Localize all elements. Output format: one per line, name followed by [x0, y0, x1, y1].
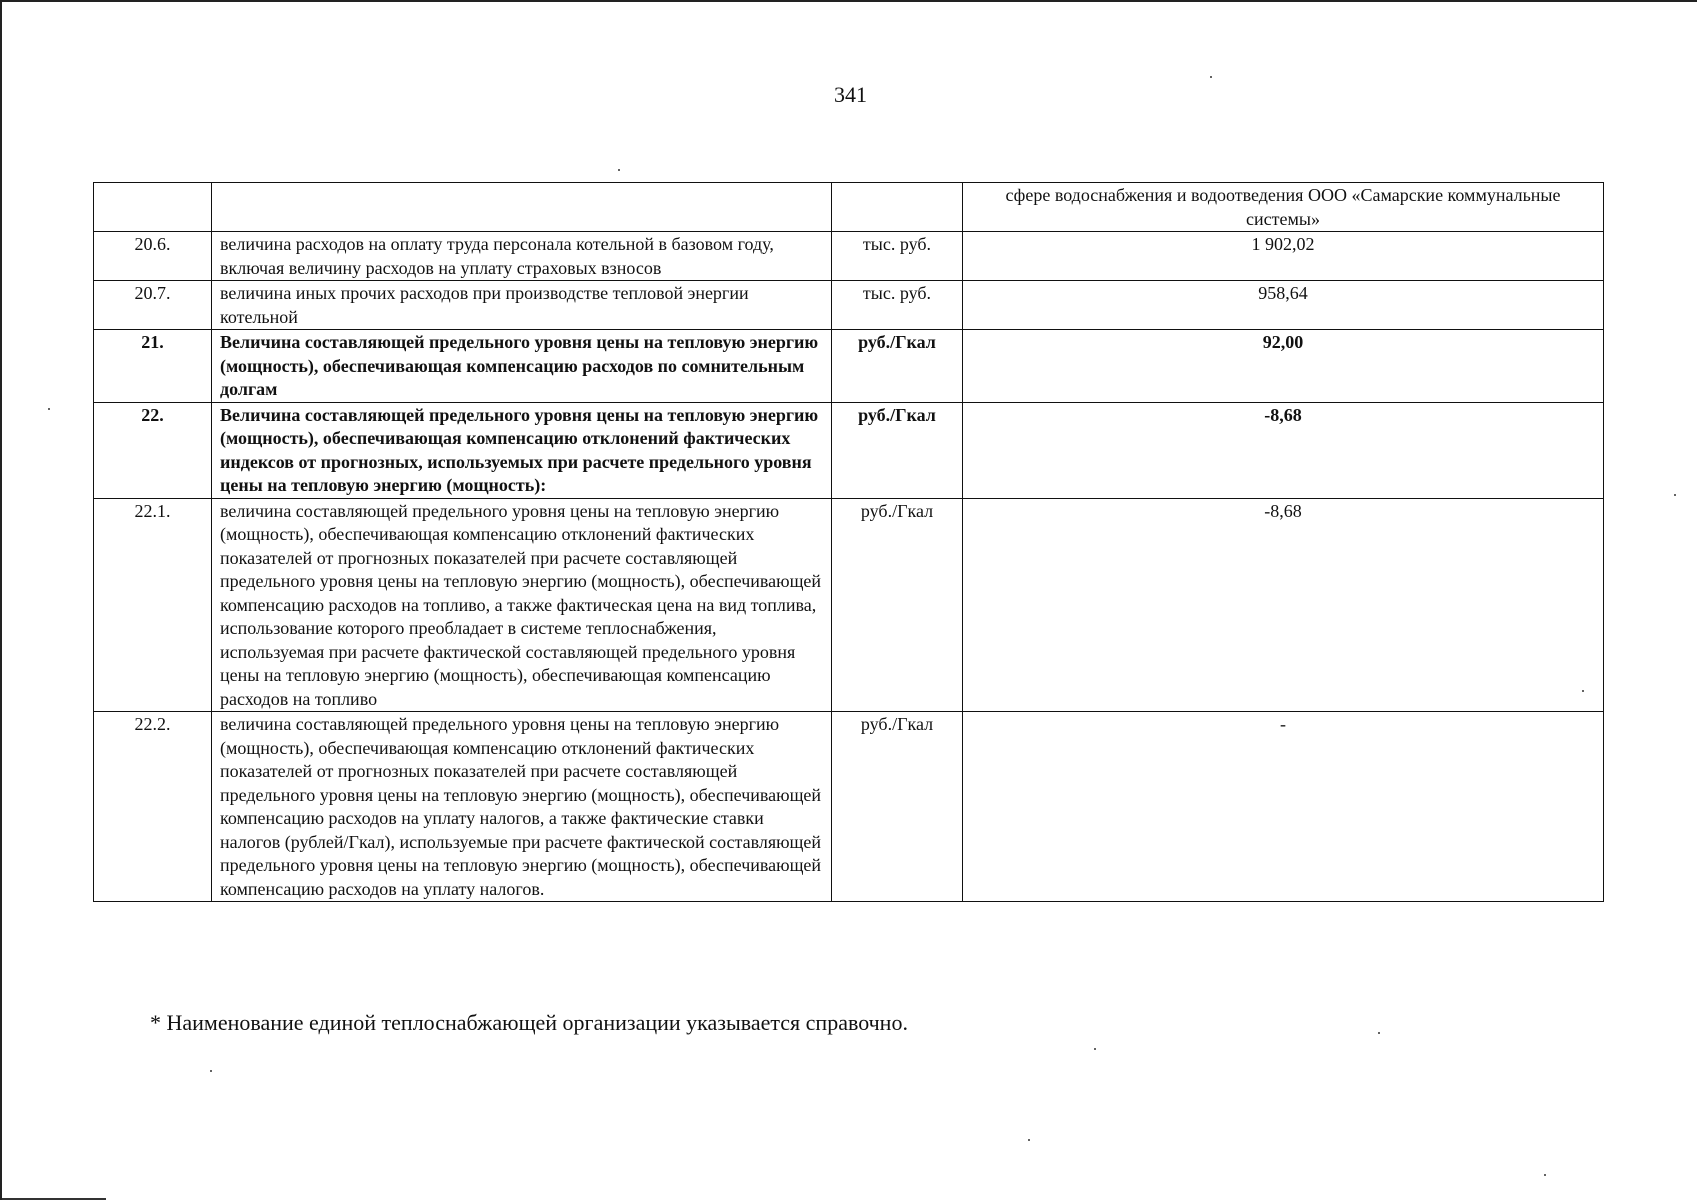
row-num: 22. [94, 402, 212, 498]
row-description: Величина составляющей предельного уровня цены на тепловую энергию (мощность), обеспечивающая компенсацию отклонений фактических индексов от прогнозных, используемых при расчете предельного уровня цены на тепловую энергию (мощность): [212, 402, 832, 498]
scan-speck [1378, 1032, 1380, 1034]
scan-speck [1582, 690, 1584, 692]
row-value: 92,00 [963, 330, 1604, 403]
row-value: 1 902,02 [963, 232, 1604, 281]
row-unit: тыс. руб. [832, 281, 963, 330]
row-unit: руб./Гкал [832, 712, 963, 902]
row-value: - [963, 712, 1604, 902]
row-num: 22.2. [94, 712, 212, 902]
row-description: величина иных прочих расходов при производстве тепловой энергии котельной [212, 281, 832, 330]
table-row [94, 402, 1604, 498]
row-value: -8,68 [963, 402, 1604, 498]
scan-speck [1544, 1174, 1546, 1176]
row-description: величина составляющей предельного уровня цены на тепловую энергию (мощность), обеспечивающая компенсацию отклонений фактических показателей от прогнозных показателей при расчете составляющей предельного уровня цены на тепловую энергию (мощность), обеспечивающей компенсацию расходов на уплату налогов, а также фактические ставки налогов (рублей/Гкал), используемые при расчете фактической составляющей предельного уровня цены на тепловую энергию (мощность), обеспечивающей компенсацию расходов на уплату налогов. [212, 712, 832, 902]
row-description: величина расходов на оплату труда персонала котельной в базовом году, включая величину расходов на уплату страховых взносов [212, 232, 832, 281]
scan-speck [1674, 494, 1676, 496]
table-row [94, 281, 1604, 330]
scan-speck [618, 169, 620, 171]
scan-speck [48, 408, 50, 410]
row-unit: руб./Гкал [832, 330, 963, 403]
row-value: -8,68 [963, 498, 1604, 712]
row-unit: тыс. руб. [832, 232, 963, 281]
scan-speck [1094, 1048, 1096, 1050]
table-row [94, 330, 1604, 403]
row-value: 958,64 [963, 281, 1604, 330]
scan-speck [210, 1070, 212, 1072]
table-row [94, 498, 1604, 712]
table-row [94, 232, 1604, 281]
row-num: 21. [94, 330, 212, 403]
row-num: 22.1. [94, 498, 212, 712]
page-number: 341 [834, 82, 867, 107]
row-num: 20.7. [94, 281, 212, 330]
header-value-cell: сфере водоснабжения и водоотведения ООО «Самарские коммунальные системы» [963, 183, 1604, 232]
header-num-cell [94, 183, 212, 232]
row-unit: руб./Гкал [832, 498, 963, 712]
row-num: 20.6. [94, 232, 212, 281]
row-unit: руб./Гкал [832, 402, 963, 498]
row-description: Величина составляющей предельного уровня цены на тепловую энергию (мощность), обеспечивающая компенсацию расходов по сомнительным долгам [212, 330, 832, 403]
scan-speck [1028, 1139, 1030, 1141]
footnote: * Наименование единой теплоснабжающей организации указывается справочно. [150, 1010, 908, 1035]
header-description-cell [212, 183, 832, 232]
row-description: величина составляющей предельного уровня цены на тепловую энергию (мощность), обеспечивающая компенсацию отклонений фактических показателей от прогнозных показателей при расчете составляющей предельного уровня цены на тепловую энергию (мощность), обеспечивающей компенсацию расходов на топливо, а также фактическая цена на вид топлива, использование которого преобладает в системе теплоснабжения, используемая при расчете фактической составляющей предельного уровня цены на тепловую энергию (мощность), обеспечивающая компенсацию расходов на топливо [212, 498, 832, 712]
header-unit-cell [832, 183, 963, 232]
scan-speck [1210, 76, 1212, 78]
table-row [94, 712, 1604, 902]
table-header-row [94, 183, 1604, 232]
tariff-table [93, 182, 1604, 902]
